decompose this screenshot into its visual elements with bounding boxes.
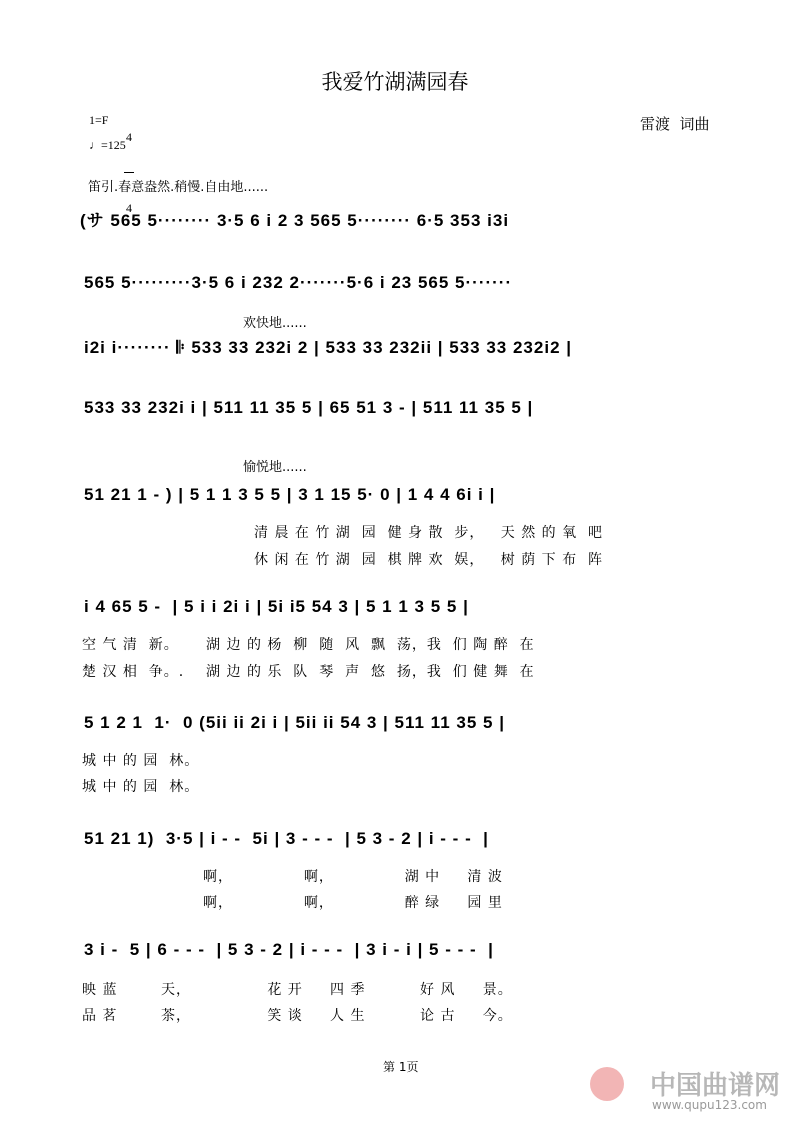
watermark-logo-icon (590, 1067, 624, 1101)
system-7-lyric-2: 城 中 的 园 林。 (82, 779, 200, 795)
system-8-notes: 51 21 1) 3·5 | i - - 5i | 3 - - - | 5 3 - 2 | i - - - | (84, 829, 489, 848)
watermark-url: www.qupu123.com (652, 1098, 767, 1112)
system-8-lyric-1: 啊， 啊， 湖 中 清 波 (203, 869, 503, 885)
tempo-value: =125 (101, 138, 126, 152)
system-2-notes: 565 5·········3·5 6 i 232 2·······5·6 i 23 565 5······· (84, 273, 513, 292)
system-3-notes: i2i i········ 𝄆 533 33 232i 2 | 533 33 232ii | 533 33 232i2 | (84, 338, 573, 357)
system-4-notes: 533 33 232i i | 511 11 35 5 | 65 51 3 - | 511 11 35 5 | (84, 398, 534, 417)
system-5-notes: 51 21 1 - ) | 5 1 1 3 5 5 | 3 1 15 5· 0 | 1 4 4 6i i | (84, 485, 496, 504)
watermark-name: 中国曲谱网 (650, 1071, 781, 1101)
system-5-lyric-2: 休 闲 在 竹 湖 园 棋 牌 欢 娱， 树 荫 下 布 阵 (254, 552, 604, 568)
system-9-notes: 3 i - 5 | 6 - - - | 5 3 - 2 | i - - - | 3 i - i | 5 - - - | (84, 940, 494, 959)
watermark (590, 1065, 785, 1113)
system-9-lyric-2: 品 茗 茶， 笑 谈 人 生 论 古 今。 (82, 1008, 513, 1024)
intro-expression: 笛引.春意盎然.稍慢.自由地...... (88, 180, 269, 195)
system-5-lyric-1: 清 晨 在 竹 湖 园 健 身 散 步， 天 然 的 氧 吧 (254, 525, 604, 541)
quarter-note-icon: ♩ (89, 138, 101, 152)
system-6-notes: i 4 65 5 - | 5 i i 2i i | 5i i5 54 3 | 5 1 1 3 5 5 | (84, 597, 469, 616)
system-7-lyric-1: 城 中 的 园 林。 (82, 753, 200, 769)
key-signature: 1=F (89, 113, 109, 127)
lively-expression: 欢快地...... (243, 316, 307, 331)
system-9-lyric-1: 映 蓝 天， 花 开 四 季 好 风 景。 (82, 982, 513, 998)
time-top: 4 (126, 130, 132, 144)
joyful-expression: 愉悦地...... (243, 460, 307, 475)
system-6-lyric-2: 楚 汉 相 争。. 湖 边 的 乐 队 琴 声 悠 扬，我 们 健 舞 在 (82, 664, 535, 680)
page-number: 第 1页 (383, 1060, 419, 1074)
author: 雷渡 词曲 (640, 115, 710, 133)
system-1-notes: (サ 565 5········ 3·5 6 i 2 3 565 5········ 6·5 353 i3i (80, 211, 510, 230)
system-8-lyric-2: 啊， 啊， 醉 绿 园 里 (203, 895, 503, 911)
song-title: 我爱竹湖满园春 (321, 70, 469, 94)
system-6-lyric-1: 空 气 清 新。 湖 边 的 杨 柳 随 风 飘 荡，我 们 陶 醉 在 (82, 637, 535, 653)
time-bottom: 4 (126, 201, 132, 215)
system-7-notes: 5 1 2 1 1· 0 (5ii ii 2i i | 5ii ii 54 3 | 511 11 35 5 | (84, 713, 505, 732)
tempo-marking (89, 138, 126, 153)
frac-line (124, 172, 134, 173)
